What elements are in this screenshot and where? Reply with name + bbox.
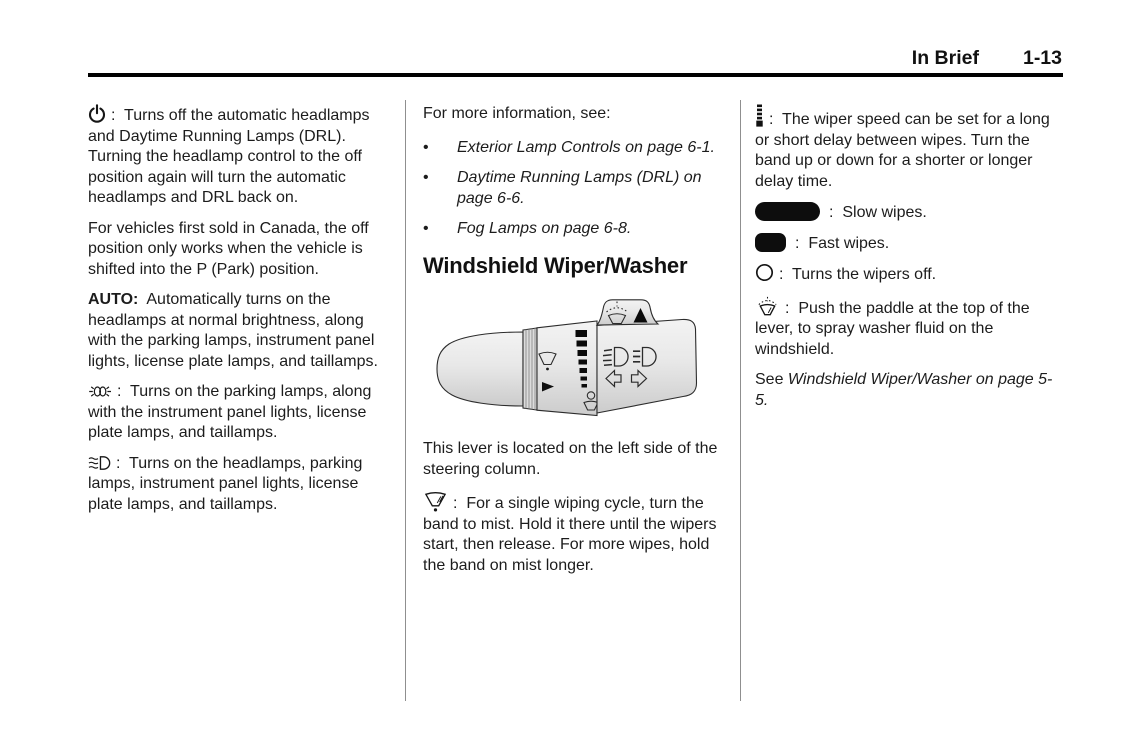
- column-divider-1: [405, 100, 406, 701]
- mist-wiper-icon: [423, 490, 448, 514]
- power-icon: [88, 104, 106, 123]
- page-header: [912, 47, 1062, 70]
- reference-text: Exterior Lamp Controls on page 6-1.: [457, 138, 715, 156]
- row-fast-wipes: [755, 233, 1063, 255]
- page-number: 1-13: [1022, 47, 1062, 69]
- column-2: [423, 104, 727, 586]
- paragraph-mist: [423, 490, 727, 576]
- reference-list: [423, 138, 727, 240]
- header-rule: [88, 73, 1063, 77]
- paragraph-text: : Turns on the headlamps, parking lamps, instrument panel lights, license plate lamps, and taillamps.: [88, 454, 363, 513]
- washer-spray-icon: [755, 295, 780, 319]
- paragraph-text: : Fast wipes.: [795, 234, 890, 252]
- paragraph-text: : Slow wipes.: [829, 204, 927, 221]
- paragraph-text: : Turns on the parking lamps, along with the instrument panel lights, license plate lamps, and taillamps.: [88, 383, 372, 441]
- section-heading: Windshield Wiper/Washer: [423, 252, 688, 278]
- row-slow-wipes: [755, 202, 1063, 224]
- reference-text: Daytime Running Lamps (DRL) on page 6-6.: [457, 169, 702, 207]
- more-info-intro: [423, 104, 727, 125]
- auto-label: AUTO:: [88, 291, 139, 308]
- paragraph-text: : Turns off the automatic headlamps and Daytime Running Lamps (DRL). Turning the headlamp control to the off position again will turn the automatic headlamps and DRL back on.: [88, 107, 370, 206]
- list-item: [423, 219, 727, 240]
- column-1: [88, 104, 394, 525]
- column-divider-2: [740, 100, 741, 701]
- list-item: [423, 168, 727, 209]
- lever-handle: [437, 332, 523, 406]
- bullet-marker: •: [423, 138, 429, 156]
- reference-text: Fog Lamps on page 6-8.: [457, 220, 632, 237]
- paragraph-text: : For a single wiping cycle, turn the band to mist. Hold it there until the wipers start, then release. For more wipes, hold the band on mist longer.: [423, 495, 717, 574]
- paragraph-text: : Push the paddle at the top of the lever, to spray washer fluid on the windshield.: [755, 299, 1030, 358]
- see-reference: [755, 370, 1063, 411]
- section-title: In Brief: [911, 47, 979, 69]
- paragraph-delay: [755, 104, 1063, 192]
- bullet-marker: •: [423, 220, 429, 237]
- parking-lamps-icon: [88, 384, 112, 399]
- headlamp-icon: [88, 455, 111, 471]
- see-label: See: [755, 371, 788, 388]
- paragraph-headlamps-on: [88, 454, 394, 516]
- column-3: [755, 104, 1063, 421]
- paragraph-text: Automatically turns on the headlamps at normal brightness, along with the parking lamps, instrument panel lights, license plate lamps, and taillamps.: [88, 291, 378, 370]
- paragraph-text: For more information, see:: [423, 105, 611, 122]
- fast-wipes-pill: [755, 233, 786, 252]
- paragraph-text: For vehicles first sold in Canada, the off position only works when the vehicle is shifted into the P (Park) position.: [88, 219, 369, 278]
- figure: [429, 292, 727, 431]
- paragraph-headlamps-off: [88, 104, 394, 209]
- paragraph-washer: [755, 295, 1063, 361]
- paragraph-text: This lever is located on the left side of the steering column.: [423, 440, 718, 478]
- paragraph-auto: [88, 290, 394, 372]
- delay-band-icon: [755, 104, 764, 127]
- paragraph-text: : Turns the wipers off.: [779, 266, 937, 283]
- paragraph-canada: [88, 219, 394, 281]
- list-item: [423, 138, 727, 159]
- wiper-lever-illustration: [429, 292, 701, 424]
- wipers-off-circle-icon: [755, 263, 774, 282]
- bullet-marker: •: [423, 169, 429, 186]
- figure-caption: [423, 439, 727, 480]
- paragraph-parking-lamps: [88, 382, 394, 444]
- see-reference-title: Windshield Wiper/Washer on page 5-5.: [755, 371, 1053, 409]
- slow-wipes-pill: [755, 202, 820, 221]
- paragraph-text: : The wiper speed can be set for a long or short delay between wipes. Turn the band up or down for a shorter or longer delay time.: [755, 111, 1050, 190]
- row-wipers-off: [755, 263, 1063, 286]
- washer-paddle: [597, 299, 658, 324]
